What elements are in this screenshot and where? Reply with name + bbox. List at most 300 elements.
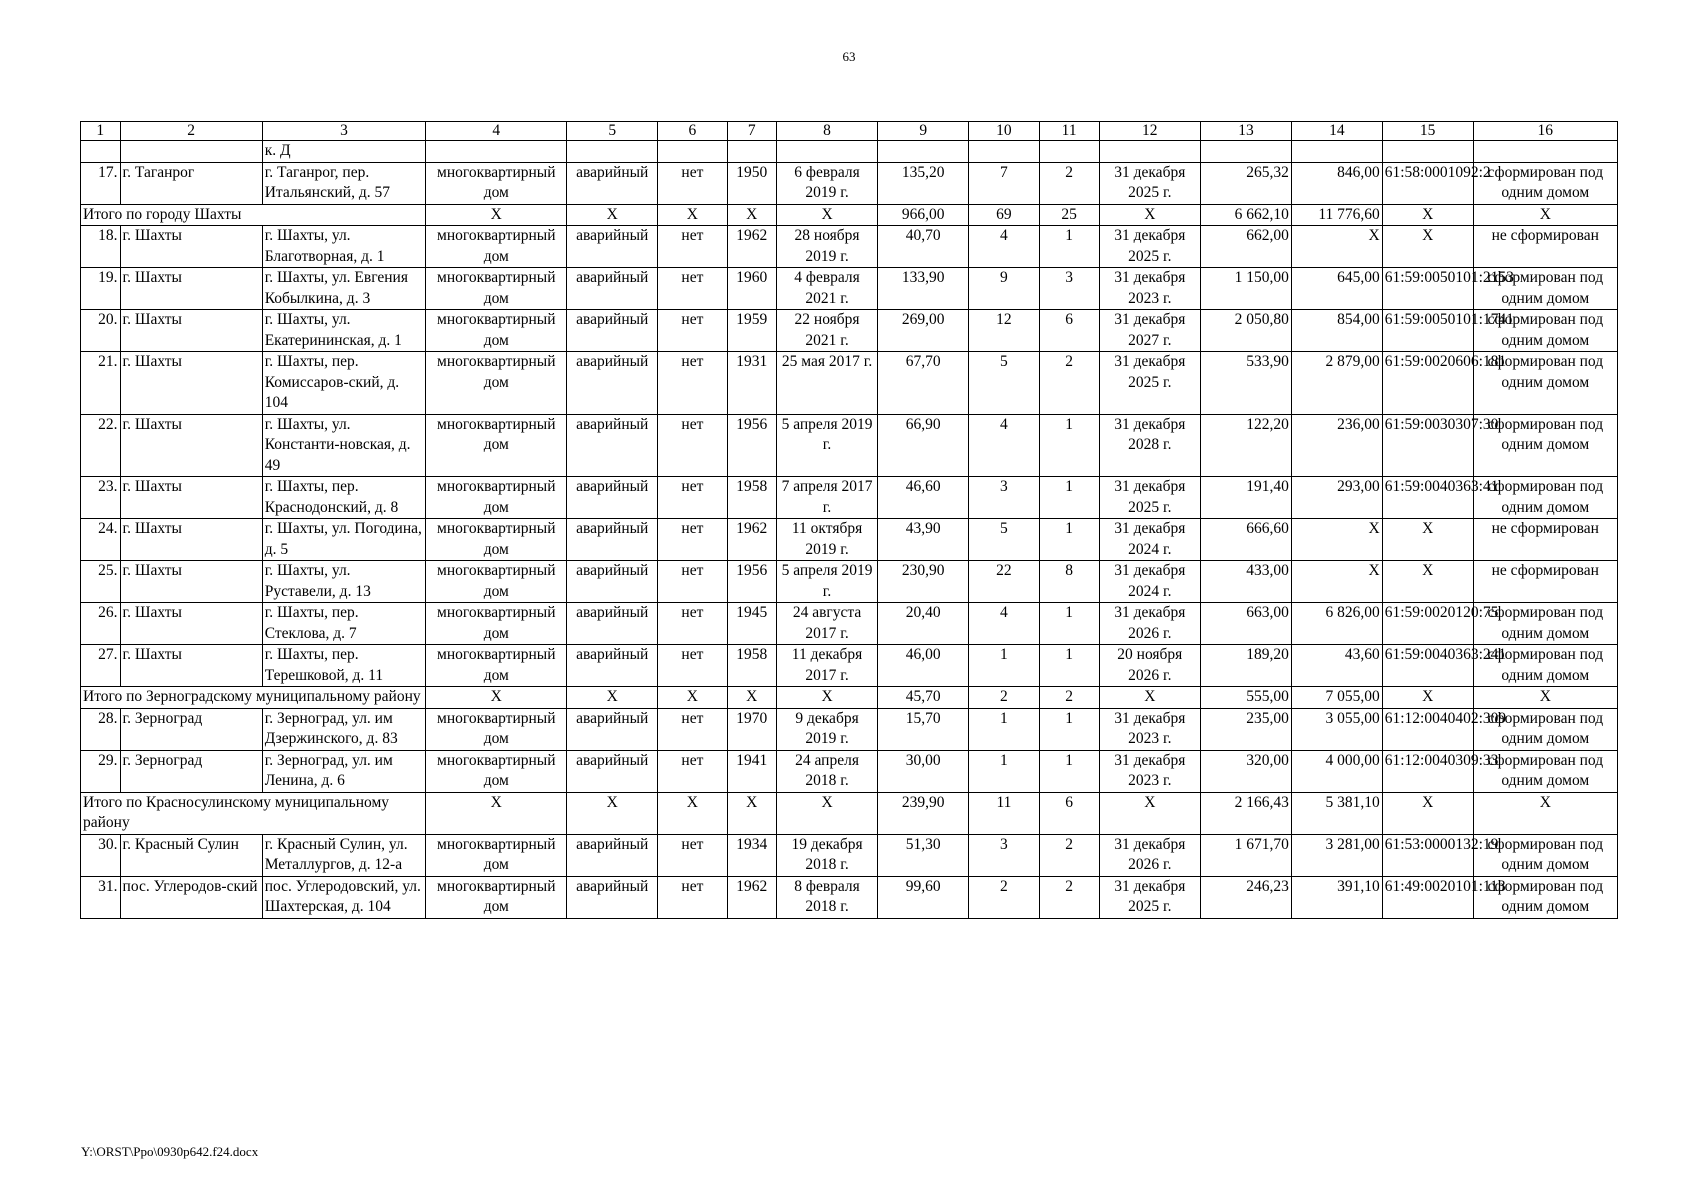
land-plot-status: сформирован под одним домом	[1473, 834, 1617, 876]
row-number: 18.	[81, 226, 121, 268]
relocation-deadline: 31 декабря 2025 г.	[1099, 226, 1201, 268]
empty-cell	[776, 141, 878, 163]
row-number: 23.	[81, 477, 121, 519]
build-year: 1970	[727, 708, 776, 750]
cadastral-number: 61:59:0040363:241	[1382, 645, 1473, 687]
cadastral-number: X	[1382, 226, 1473, 268]
recognition-date: 6 февраля 2019 г.	[776, 162, 878, 204]
settlement: г. Красный Сулин	[120, 834, 262, 876]
relocation-deadline: 31 декабря 2026 г.	[1099, 834, 1201, 876]
empty-cell	[426, 141, 567, 163]
subtotal-label: Итого по Красносулинскому муниципальному району	[81, 792, 426, 834]
column-11-value: 6	[1039, 310, 1099, 352]
recognition-date: 11 декабря 2017 г.	[776, 645, 878, 687]
land-plot-status: сформирован под одним домом	[1473, 414, 1617, 477]
column-14-value: 846,00	[1291, 162, 1382, 204]
column-13-value: 122,20	[1201, 414, 1292, 477]
cadastral-number: 61:12:0040402:309	[1382, 708, 1473, 750]
column-11-value: 1	[1039, 226, 1099, 268]
build-year: 1950	[727, 162, 776, 204]
column-number-5: 5	[567, 122, 658, 141]
table-row	[81, 352, 1618, 415]
area-value: 133,90	[878, 268, 969, 310]
file-path-footer: Y:\ORST\Ppo\0930p642.f24.docx	[81, 1144, 259, 1159]
subtotal-f4: X	[426, 204, 567, 226]
subtotal-row	[81, 687, 1618, 709]
building-type: многоквартирный дом	[426, 876, 567, 918]
column-number-10: 10	[969, 122, 1040, 141]
column-number-12: 12	[1099, 122, 1201, 141]
settlement: г. Шахты	[120, 352, 262, 415]
column-number-15: 15	[1382, 122, 1473, 141]
continuation-row	[81, 141, 1618, 163]
column-number-11: 11	[1039, 122, 1099, 141]
subtotal-f13: 2 166,43	[1201, 792, 1292, 834]
area-value: 40,70	[878, 226, 969, 268]
column-6-value: нет	[658, 603, 727, 645]
address: г. Шахты, пер. Краснодонский, д. 8	[262, 477, 426, 519]
cadastral-number: 61:53:0000132:19	[1382, 834, 1473, 876]
subtotal-f16: X	[1473, 204, 1617, 226]
build-year: 1958	[727, 477, 776, 519]
subtotal-f4: X	[426, 687, 567, 709]
column-14-value: 293,00	[1291, 477, 1382, 519]
column-13-value: 191,40	[1201, 477, 1292, 519]
column-number-9: 9	[878, 122, 969, 141]
subtotal-f7: X	[727, 687, 776, 709]
row-number: 25.	[81, 561, 121, 603]
column-11-value: 8	[1039, 561, 1099, 603]
empty-cell	[1099, 141, 1201, 163]
row-number: 30.	[81, 834, 121, 876]
column-10-value: 12	[969, 310, 1040, 352]
building-condition: аварийный	[567, 645, 658, 687]
table-row	[81, 414, 1618, 477]
subtotal-f11: 2	[1039, 687, 1099, 709]
column-14-value: 3 281,00	[1291, 834, 1382, 876]
building-condition: аварийный	[567, 477, 658, 519]
settlement: г. Шахты	[120, 603, 262, 645]
column-6-value: нет	[658, 268, 727, 310]
building-condition: аварийный	[567, 561, 658, 603]
address: г. Шахты, ул. Благотворная, д. 1	[262, 226, 426, 268]
cadastral-number: 61:58:0001092:2	[1382, 162, 1473, 204]
land-plot-status: сформирован под одним домом	[1473, 352, 1617, 415]
column-6-value: нет	[658, 226, 727, 268]
row-number: 17.	[81, 162, 121, 204]
area-value: 67,70	[878, 352, 969, 415]
empty-cell	[120, 141, 262, 163]
column-13-value: 433,00	[1201, 561, 1292, 603]
building-type: многоквартирный дом	[426, 268, 567, 310]
subtotal-f10: 69	[969, 204, 1040, 226]
subtotal-row	[81, 792, 1618, 834]
build-year: 1945	[727, 603, 776, 645]
column-14-value: 854,00	[1291, 310, 1382, 352]
row-number: 27.	[81, 645, 121, 687]
build-year: 1956	[727, 561, 776, 603]
continuation-address: к. Д	[262, 141, 426, 163]
subtotal-f8: X	[776, 204, 878, 226]
column-6-value: нет	[658, 414, 727, 477]
column-11-value: 1	[1039, 477, 1099, 519]
recognition-date: 11 октября 2019 г.	[776, 519, 878, 561]
row-number: 28.	[81, 708, 121, 750]
cadastral-number: X	[1382, 561, 1473, 603]
column-10-value: 9	[969, 268, 1040, 310]
settlement: г. Шахты	[120, 519, 262, 561]
column-13-value: 246,23	[1201, 876, 1292, 918]
building-type: многоквартирный дом	[426, 834, 567, 876]
column-14-value: 43,60	[1291, 645, 1382, 687]
build-year: 1958	[727, 645, 776, 687]
building-condition: аварийный	[567, 414, 658, 477]
column-11-value: 1	[1039, 519, 1099, 561]
address: г. Шахты, ул. Екатерининская, д. 1	[262, 310, 426, 352]
settlement: г. Шахты	[120, 477, 262, 519]
subtotal-f7: X	[727, 792, 776, 834]
column-13-value: 1 671,70	[1201, 834, 1292, 876]
build-year: 1941	[727, 750, 776, 792]
address: г. Шахты, ул. Евгения Кобылкина, д. 3	[262, 268, 426, 310]
column-11-value: 2	[1039, 352, 1099, 415]
table-row	[81, 834, 1618, 876]
area-value: 230,90	[878, 561, 969, 603]
table-row	[81, 561, 1618, 603]
settlement: г. Шахты	[120, 645, 262, 687]
column-10-value: 1	[969, 708, 1040, 750]
building-type: многоквартирный дом	[426, 477, 567, 519]
build-year: 1962	[727, 519, 776, 561]
address: г. Шахты, ул. Константи-новская, д. 49	[262, 414, 426, 477]
column-number-2: 2	[120, 122, 262, 141]
recognition-date: 19 декабря 2018 г.	[776, 834, 878, 876]
column-number-row	[81, 122, 1618, 141]
column-number-1: 1	[81, 122, 121, 141]
subtotal-f14: 5 381,10	[1291, 792, 1382, 834]
subtotal-f6: X	[658, 687, 727, 709]
subtotal-f8: X	[776, 792, 878, 834]
row-number: 21.	[81, 352, 121, 415]
column-13-value: 1 150,00	[1201, 268, 1292, 310]
subtotal-f11: 6	[1039, 792, 1099, 834]
settlement: пос. Углеродов-ский	[120, 876, 262, 918]
area-value: 99,60	[878, 876, 969, 918]
column-10-value: 1	[969, 645, 1040, 687]
relocation-deadline: 31 декабря 2025 г.	[1099, 876, 1201, 918]
recognition-date: 4 февраля 2021 г.	[776, 268, 878, 310]
address: г. Шахты, ул. Руставели, д. 13	[262, 561, 426, 603]
column-10-value: 7	[969, 162, 1040, 204]
address: г. Шахты, ул. Погодина, д. 5	[262, 519, 426, 561]
settlement: г. Шахты	[120, 226, 262, 268]
building-condition: аварийный	[567, 310, 658, 352]
column-11-value: 1	[1039, 603, 1099, 645]
column-number-4: 4	[426, 122, 567, 141]
column-14-value: 4 000,00	[1291, 750, 1382, 792]
relocation-deadline: 31 декабря 2027 г.	[1099, 310, 1201, 352]
land-plot-status: сформирован под одним домом	[1473, 603, 1617, 645]
land-plot-status: сформирован под одним домом	[1473, 876, 1617, 918]
row-number: 19.	[81, 268, 121, 310]
column-6-value: нет	[658, 708, 727, 750]
column-13-value: 663,00	[1201, 603, 1292, 645]
column-6-value: нет	[658, 162, 727, 204]
empty-cell	[727, 141, 776, 163]
table-row	[81, 268, 1618, 310]
address: г. Зерноград, ул. им Дзержинского, д. 83	[262, 708, 426, 750]
empty-cell	[969, 141, 1040, 163]
column-number-13: 13	[1201, 122, 1292, 141]
column-13-value: 662,00	[1201, 226, 1292, 268]
relocation-deadline: 31 декабря 2023 г.	[1099, 708, 1201, 750]
land-plot-status: сформирован под одним домом	[1473, 750, 1617, 792]
column-11-value: 1	[1039, 645, 1099, 687]
subtotal-f6: X	[658, 204, 727, 226]
area-value: 135,20	[878, 162, 969, 204]
table-row	[81, 750, 1618, 792]
cadastral-number: 61:59:0050101:2153	[1382, 268, 1473, 310]
building-type: многоквартирный дом	[426, 645, 567, 687]
subtotal-f14: 7 055,00	[1291, 687, 1382, 709]
column-10-value: 1	[969, 750, 1040, 792]
subtotal-f10: 11	[969, 792, 1040, 834]
building-type: многоквартирный дом	[426, 310, 567, 352]
land-plot-status: не сформирован	[1473, 226, 1617, 268]
subtotal-f15: X	[1382, 792, 1473, 834]
table-row	[81, 645, 1618, 687]
table-row	[81, 477, 1618, 519]
empty-cell	[1382, 141, 1473, 163]
subtotal-row	[81, 204, 1618, 226]
settlement: г. Зерноград	[120, 750, 262, 792]
empty-cell	[1473, 141, 1617, 163]
column-13-value: 235,00	[1201, 708, 1292, 750]
column-number-6: 6	[658, 122, 727, 141]
column-10-value: 5	[969, 352, 1040, 415]
cadastral-number: X	[1382, 519, 1473, 561]
column-number-3: 3	[262, 122, 426, 141]
building-condition: аварийный	[567, 352, 658, 415]
subtotal-f5: X	[567, 204, 658, 226]
address: г. Шахты, пер. Стеклова, д. 7	[262, 603, 426, 645]
column-10-value: 3	[969, 834, 1040, 876]
column-14-value: 3 055,00	[1291, 708, 1382, 750]
subtotal-f12: X	[1099, 687, 1201, 709]
recognition-date: 7 апреля 2017 г.	[776, 477, 878, 519]
building-type: многоквартирный дом	[426, 561, 567, 603]
building-type: многоквартирный дом	[426, 352, 567, 415]
subtotal-f5: X	[567, 687, 658, 709]
building-type: многоквартирный дом	[426, 519, 567, 561]
build-year: 1959	[727, 310, 776, 352]
building-type: многоквартирный дом	[426, 603, 567, 645]
column-6-value: нет	[658, 352, 727, 415]
subtotal-f9: 966,00	[878, 204, 969, 226]
table-row	[81, 708, 1618, 750]
column-6-value: нет	[658, 561, 727, 603]
column-11-value: 2	[1039, 162, 1099, 204]
subtotal-f14: 11 776,60	[1291, 204, 1382, 226]
area-value: 269,00	[878, 310, 969, 352]
subtotal-label: Итого по Зерноградскому муниципальному району	[81, 687, 426, 709]
area-value: 43,90	[878, 519, 969, 561]
subtotal-f16: X	[1473, 792, 1617, 834]
column-number-16: 16	[1473, 122, 1617, 141]
empty-cell	[81, 141, 121, 163]
area-value: 51,30	[878, 834, 969, 876]
relocation-deadline: 31 декабря 2023 г.	[1099, 268, 1201, 310]
relocation-deadline: 31 декабря 2025 г.	[1099, 352, 1201, 415]
subtotal-f15: X	[1382, 687, 1473, 709]
column-14-value: 391,10	[1291, 876, 1382, 918]
row-number: 22.	[81, 414, 121, 477]
cadastral-number: 61:59:0050101:1741	[1382, 310, 1473, 352]
column-10-value: 4	[969, 414, 1040, 477]
building-condition: аварийный	[567, 268, 658, 310]
subtotal-f10: 2	[969, 687, 1040, 709]
area-value: 30,00	[878, 750, 969, 792]
table-row	[81, 876, 1618, 918]
building-condition: аварийный	[567, 750, 658, 792]
relocation-deadline: 31 декабря 2025 г.	[1099, 162, 1201, 204]
settlement: г. Шахты	[120, 310, 262, 352]
column-13-value: 2 050,80	[1201, 310, 1292, 352]
relocation-deadline: 31 декабря 2024 г.	[1099, 519, 1201, 561]
column-number-8: 8	[776, 122, 878, 141]
subtotal-f13: 6 662,10	[1201, 204, 1292, 226]
relocation-deadline: 20 ноября 2026 г.	[1099, 645, 1201, 687]
cadastral-number: 61:59:0020606:181	[1382, 352, 1473, 415]
cadastral-number: 61:59:0020120:75	[1382, 603, 1473, 645]
building-type: многоквартирный дом	[426, 162, 567, 204]
column-10-value: 2	[969, 876, 1040, 918]
column-10-value: 4	[969, 226, 1040, 268]
column-13-value: 666,60	[1201, 519, 1292, 561]
build-year: 1960	[727, 268, 776, 310]
empty-cell	[567, 141, 658, 163]
settlement: г. Зерноград	[120, 708, 262, 750]
subtotal-f7: X	[727, 204, 776, 226]
building-condition: аварийный	[567, 876, 658, 918]
column-10-value: 4	[969, 603, 1040, 645]
relocation-deadline: 31 декабря 2025 г.	[1099, 477, 1201, 519]
address: г. Зерноград, ул. им Ленина, д. 6	[262, 750, 426, 792]
row-number: 31.	[81, 876, 121, 918]
cadastral-number: 61:59:0030307:30	[1382, 414, 1473, 477]
row-number: 29.	[81, 750, 121, 792]
empty-cell	[658, 141, 727, 163]
empty-cell	[1291, 141, 1382, 163]
column-11-value: 1	[1039, 708, 1099, 750]
building-condition: аварийный	[567, 519, 658, 561]
land-plot-status: сформирован под одним домом	[1473, 268, 1617, 310]
column-11-value: 2	[1039, 876, 1099, 918]
column-14-value: 645,00	[1291, 268, 1382, 310]
settlement: г. Шахты	[120, 561, 262, 603]
address: г. Шахты, пер. Терешковой, д. 11	[262, 645, 426, 687]
subtotal-label: Итого по городу Шахты	[81, 204, 426, 226]
table-row	[81, 226, 1618, 268]
building-condition: аварийный	[567, 834, 658, 876]
column-13-value: 533,90	[1201, 352, 1292, 415]
build-year: 1956	[727, 414, 776, 477]
subtotal-f15: X	[1382, 204, 1473, 226]
building-type: многоквартирный дом	[426, 750, 567, 792]
column-14-value: X	[1291, 561, 1382, 603]
table-row	[81, 162, 1618, 204]
subtotal-f4: X	[426, 792, 567, 834]
column-14-value: 6 826,00	[1291, 603, 1382, 645]
building-condition: аварийный	[567, 603, 658, 645]
column-10-value: 5	[969, 519, 1040, 561]
subtotal-f5: X	[567, 792, 658, 834]
land-plot-status: сформирован под одним домом	[1473, 162, 1617, 204]
area-value: 20,40	[878, 603, 969, 645]
row-number: 24.	[81, 519, 121, 561]
address: г. Красный Сулин, ул. Металлургов, д. 12-а	[262, 834, 426, 876]
column-14-value: X	[1291, 519, 1382, 561]
build-year: 1931	[727, 352, 776, 415]
cadastral-number: 61:49:0020101:113	[1382, 876, 1473, 918]
column-10-value: 3	[969, 477, 1040, 519]
column-14-value: X	[1291, 226, 1382, 268]
land-plot-status: не сформирован	[1473, 519, 1617, 561]
subtotal-f8: X	[776, 687, 878, 709]
building-condition: аварийный	[567, 162, 658, 204]
building-type: многоквартирный дом	[426, 414, 567, 477]
area-value: 66,90	[878, 414, 969, 477]
subtotal-f6: X	[658, 792, 727, 834]
column-11-value: 2	[1039, 834, 1099, 876]
subtotal-f12: X	[1099, 204, 1201, 226]
relocation-deadline: 31 декабря 2028 г.	[1099, 414, 1201, 477]
subtotal-f11: 25	[1039, 204, 1099, 226]
address: г. Шахты, пер. Комиссаров-ский, д. 104	[262, 352, 426, 415]
row-number: 20.	[81, 310, 121, 352]
column-6-value: нет	[658, 834, 727, 876]
column-6-value: нет	[658, 519, 727, 561]
build-year: 1962	[727, 876, 776, 918]
relocation-deadline: 31 декабря 2023 г.	[1099, 750, 1201, 792]
column-6-value: нет	[658, 750, 727, 792]
table-row	[81, 603, 1618, 645]
settlement: г. Шахты	[120, 414, 262, 477]
housing-register-table	[80, 121, 1618, 919]
land-plot-status: сформирован под одним домом	[1473, 645, 1617, 687]
column-13-value: 265,32	[1201, 162, 1292, 204]
column-11-value: 1	[1039, 414, 1099, 477]
recognition-date: 8 февраля 2018 г.	[776, 876, 878, 918]
column-6-value: нет	[658, 876, 727, 918]
address: г. Таганрог, пер. Итальянский, д. 57	[262, 162, 426, 204]
cadastral-number: 61:12:0040309:33	[1382, 750, 1473, 792]
page-number: 63	[842, 49, 856, 64]
subtotal-f13: 555,00	[1201, 687, 1292, 709]
land-plot-status: сформирован под одним домом	[1473, 477, 1617, 519]
relocation-deadline: 31 декабря 2024 г.	[1099, 561, 1201, 603]
row-number: 26.	[81, 603, 121, 645]
column-14-value: 2 879,00	[1291, 352, 1382, 415]
column-6-value: нет	[658, 310, 727, 352]
build-year: 1962	[727, 226, 776, 268]
building-condition: аварийный	[567, 226, 658, 268]
building-type: многоквартирный дом	[426, 226, 567, 268]
column-11-value: 1	[1039, 750, 1099, 792]
area-value: 46,60	[878, 477, 969, 519]
table-row	[81, 519, 1618, 561]
settlement: г. Таганрог	[120, 162, 262, 204]
